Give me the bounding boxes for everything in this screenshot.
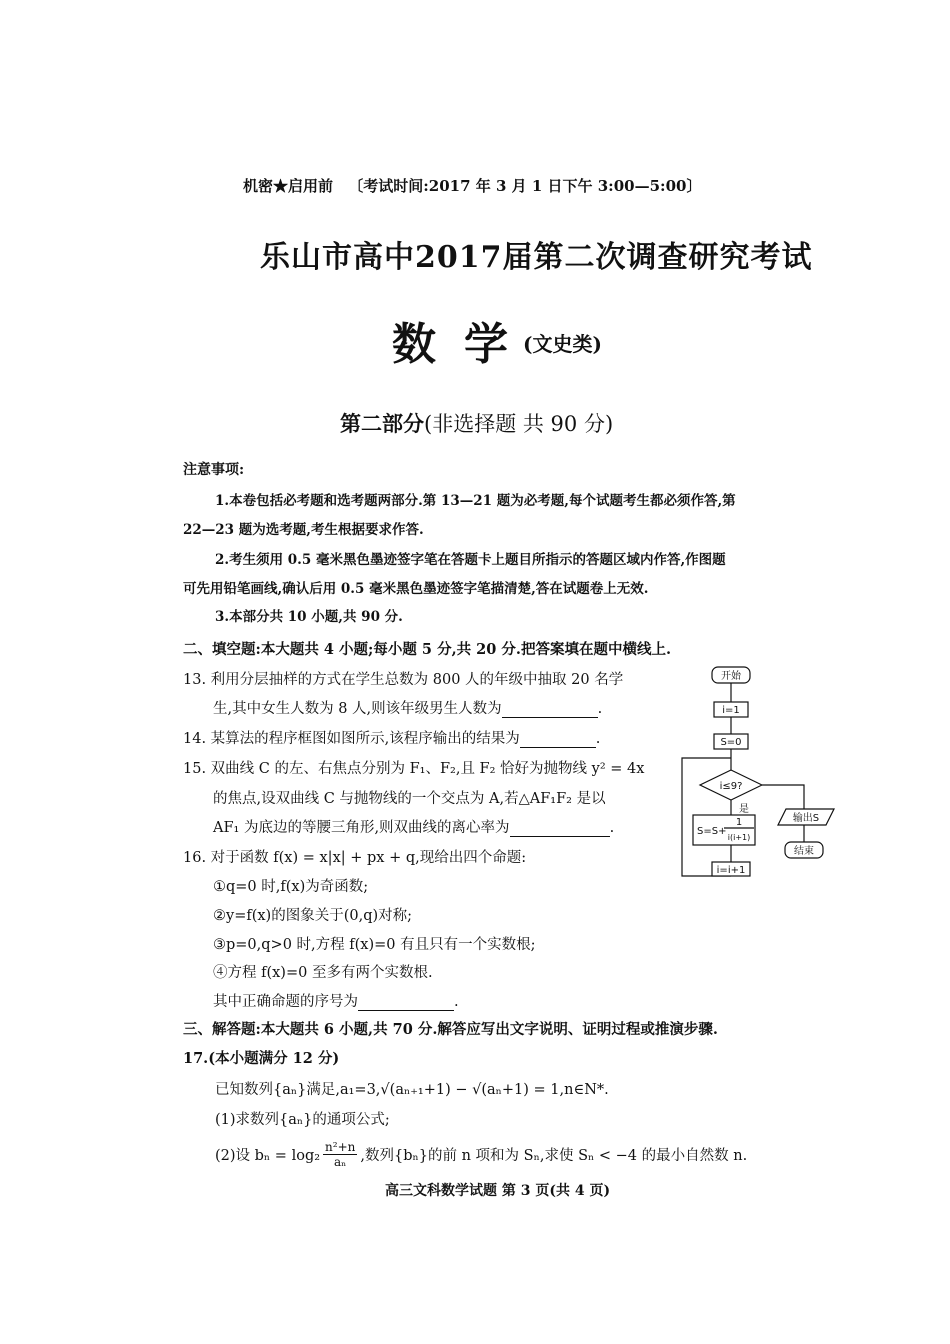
q17-title: 17.(本小题满分 12 分): [183, 1050, 340, 1067]
flowchart-update-s-num: 1: [735, 817, 743, 828]
q15-text: AF₁ 为底边的等腰三角形,则双曲线的离心率为: [213, 820, 510, 836]
flowchart-init-i-label: i=1: [722, 705, 740, 716]
flowchart-no-branch: [762, 785, 804, 809]
q16-end: 其中正确命题的序号为 .: [213, 994, 459, 1010]
page-footer: 高三文科数学试题 第 3 页(共 4 页): [385, 1183, 611, 1199]
q17-part2: [215, 1140, 747, 1169]
flowchart-output-label: 输出S: [792, 813, 820, 824]
exam-title: 乐山市高中2017届第二次调查研究考试: [260, 240, 813, 275]
flowchart-init-s-label: S=0: [720, 737, 742, 748]
q14-text: 14. 某算法的程序框图如图所示,该程序输出的结果为: [183, 731, 520, 747]
q13-answer-blank[interactable]: [502, 703, 598, 718]
flowchart: [676, 662, 846, 892]
exam-time: 〔考试时间:2017 年 3 月 1 日下午 3:00—5:00〕: [348, 177, 702, 195]
note-item-2a: 2.考生须用 0.5 毫米黑色墨迹签字笔在答题卡上题目所指示的答题区域内作答,作图题: [215, 552, 726, 568]
q13-line2: 生,其中女生人数为 8 人,则该年级男生人数为 .: [213, 701, 603, 717]
part-rest: (非选择题 共 90 分): [424, 412, 614, 436]
q16-prop-4: ④方程 f(x)=0 至多有两个实数根.: [213, 965, 433, 981]
q17-part1: (1)求数列{aₙ}的通项公式;: [215, 1112, 390, 1128]
q13-line1: 13. 利用分层抽样的方式在学生总数为 800 人的年级中抽取 20 名学: [183, 672, 624, 688]
q16: 16. 对于函数 f(x) = x|x| + px + q,现给出四个命题:: [183, 850, 527, 866]
section2-heading: 二、填空题:本大题共 4 小题;每小题 5 分,共 20 分.把答案填在题中横线上.: [183, 641, 671, 658]
flowchart-start-label: 开始: [721, 671, 741, 682]
flowchart-increment-label: i=i+1: [716, 865, 746, 876]
subject-subtitle: (文史类): [523, 332, 602, 356]
part-title: [340, 408, 613, 438]
note-item-2b: 可先用铅笔画线,确认后用 0.5 毫米黑色墨迹签字笔描清楚,答在试题卷上无效.: [183, 581, 649, 597]
section3-heading: 三、解答题:本大题共 6 小题,共 70 分.解答应写出文字说明、证明过程或推演步骤.: [183, 1021, 718, 1038]
subject-title: 数学: [392, 319, 536, 370]
note-item-3: 3.本部分共 10 小题,共 90 分.: [215, 609, 403, 625]
q16-prop-1: ①q=0 时,f(x)为奇函数;: [213, 879, 369, 895]
q13-text: 生,其中女生人数为 8 人,则该年级男生人数为: [213, 701, 502, 717]
q17-part2-post: ,数列{bₙ}的前 n 项和为 Sₙ,求使 Sₙ < −4 的最小自然数 n.: [360, 1148, 748, 1164]
confidential-label: 机密★启用前: [243, 177, 334, 195]
confidential-header: [243, 175, 701, 196]
q15-line3: AF₁ 为底边的等腰三角形,则双曲线的离心率为 .: [213, 820, 615, 836]
q17-part2-pre: (2)设 bₙ = log₂: [215, 1148, 321, 1164]
q16-prop-3: ③p=0,q>0 时,方程 f(x)=0 有且只有一个实数根;: [213, 937, 536, 953]
q14-answer-blank[interactable]: [520, 733, 596, 748]
q16-prop-2: ②y=f(x)的图象关于(0,q)对称;: [213, 908, 413, 924]
q15-line2: 的焦点,设双曲线 C 与抛物线的一个交点为 A,若△AF₁F₂ 是以: [213, 791, 606, 807]
q17-given: 已知数列{aₙ}满足,a₁=3,√(aₙ₊₁+1) − √(aₙ+1) = 1,n∈N*.: [215, 1082, 609, 1098]
q16-end-text: 其中正确命题的序号为: [213, 994, 358, 1010]
flowchart-update-s-label: S=S+: [697, 826, 727, 837]
flowchart-yes-label: 是: [739, 804, 749, 815]
q15-answer-blank[interactable]: [510, 822, 610, 837]
q15-line1: 15. 双曲线 C 的左、右焦点分别为 F₁、F₂,且 F₂ 恰好为抛物线 y² = 4x: [183, 761, 645, 777]
note-item-1b: 22—23 题为选考题,考生根据要求作答.: [183, 522, 424, 538]
q17-fraction: [323, 1140, 357, 1169]
q17-fraction-numerator: n²+n: [325, 1140, 356, 1154]
flowchart-end-label: 结束: [794, 846, 814, 857]
part-main: 第二部分: [340, 411, 424, 436]
q14: 14. 某算法的程序框图如图所示,该程序输出的结果为 .: [183, 731, 601, 747]
flowchart-condition-label: i≤9?: [719, 781, 743, 792]
q16-answer-blank[interactable]: [358, 996, 454, 1011]
notes-heading: 注意事项:: [183, 462, 245, 478]
note-item-1a: 1.本卷包括必考题和选考题两部分.第 13—21 题为必考题,每个试题考生都必须作答,第: [215, 493, 736, 509]
q17-fraction-denominator: aₙ: [334, 1155, 347, 1169]
flowchart-update-s-den: i(i+1): [727, 833, 751, 842]
